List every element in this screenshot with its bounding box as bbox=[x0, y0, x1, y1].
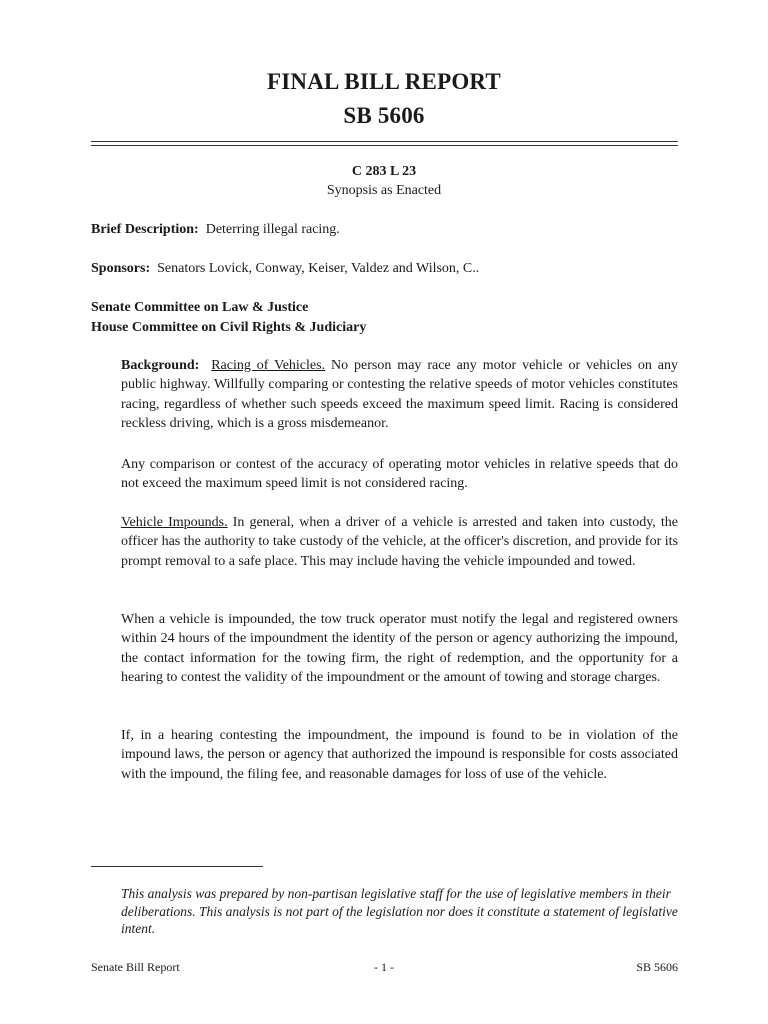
racing-heading: Racing of Vehicles. bbox=[211, 358, 326, 373]
racing-text: No person may race any motor vehicle or vehicles on any public highway. Willfully comparing or contesting the relative speeds of motor vehicles constitutes racing, regardless of whether such speeds exceed the maximum speed limit. Racing is considered reckless driving, which is a gross misdemeanor. bbox=[121, 358, 678, 432]
background-paragraph bbox=[121, 356, 678, 434]
impound-text: In general, when a driver of a vehicle is arrested and taken into custody, the officer has the authority to take custody of the vehicle, at the officer's discretion, and provide for its prompt removal to a safe place. This may include having the vehicle impounded and towed. bbox=[121, 515, 678, 569]
background-label: Background: bbox=[121, 358, 200, 373]
sponsors bbox=[91, 261, 479, 277]
report-title: FINAL BILL REPORT bbox=[267, 69, 501, 94]
hearing-paragraph: If, in a hearing contesting the impoundment, the impound is found to be in violation of the impound laws, the person or agency that authorized the impound is responsible for costs associated with the impound, the filing fee, and reasonable damages for loss of use of the vehicle. bbox=[121, 728, 678, 782]
footer-bill-number: SB 5606 bbox=[636, 960, 678, 974]
synopsis-label: Synopsis as Enacted bbox=[326, 183, 442, 198]
footer-report-type: Senate Bill Report bbox=[91, 960, 180, 974]
notification-paragraph: When a vehicle is impounded, the tow truck operator must notify the legal and registered owners within 24 hours of the impoundment the identity of the person or agency authorizing the impound, the contact information for the towing firm, the right of redemption, and the opportunity for a hearing to contest the validity of the impoundment or the amount of towing and storage charges. bbox=[121, 612, 678, 686]
chapter-citation: C 283 L 23 bbox=[351, 164, 417, 179]
bill-number: SB 5606 bbox=[343, 103, 425, 128]
footnote-rule bbox=[91, 866, 263, 867]
impound-paragraph bbox=[121, 513, 678, 571]
footer-page-number: - 1 - bbox=[374, 960, 394, 974]
brief-description-label: Brief Description: bbox=[91, 222, 199, 237]
brief-description-text: Deterring illegal racing. bbox=[205, 222, 340, 237]
header-rule-bottom bbox=[91, 145, 678, 146]
sponsors-text: Senators Lovick, Conway, Keiser, Valdez and Wilson, C.. bbox=[157, 261, 480, 276]
house-committee: House Committee on Civil Rights & Judiciary bbox=[91, 320, 367, 335]
impound-heading: Vehicle Impounds. bbox=[121, 515, 228, 530]
senate-committee: Senate Committee on Law & Justice bbox=[91, 300, 309, 315]
sponsors-label: Sponsors: bbox=[91, 261, 151, 276]
racing-comparison-paragraph: Any comparison or contest of the accuracy of operating motor vehicles in relative speeds that do not exceed the maximum speed limit is not considered racing. bbox=[121, 457, 678, 492]
header-rule-top bbox=[91, 141, 678, 142]
footnote-disclaimer: This analysis was prepared by non-partisan legislative staff for the use of legislative members in their deliberations. This analysis is not part of the legislation nor does it constitute a statement of legislative intent. bbox=[121, 886, 678, 936]
brief-description bbox=[91, 222, 340, 238]
